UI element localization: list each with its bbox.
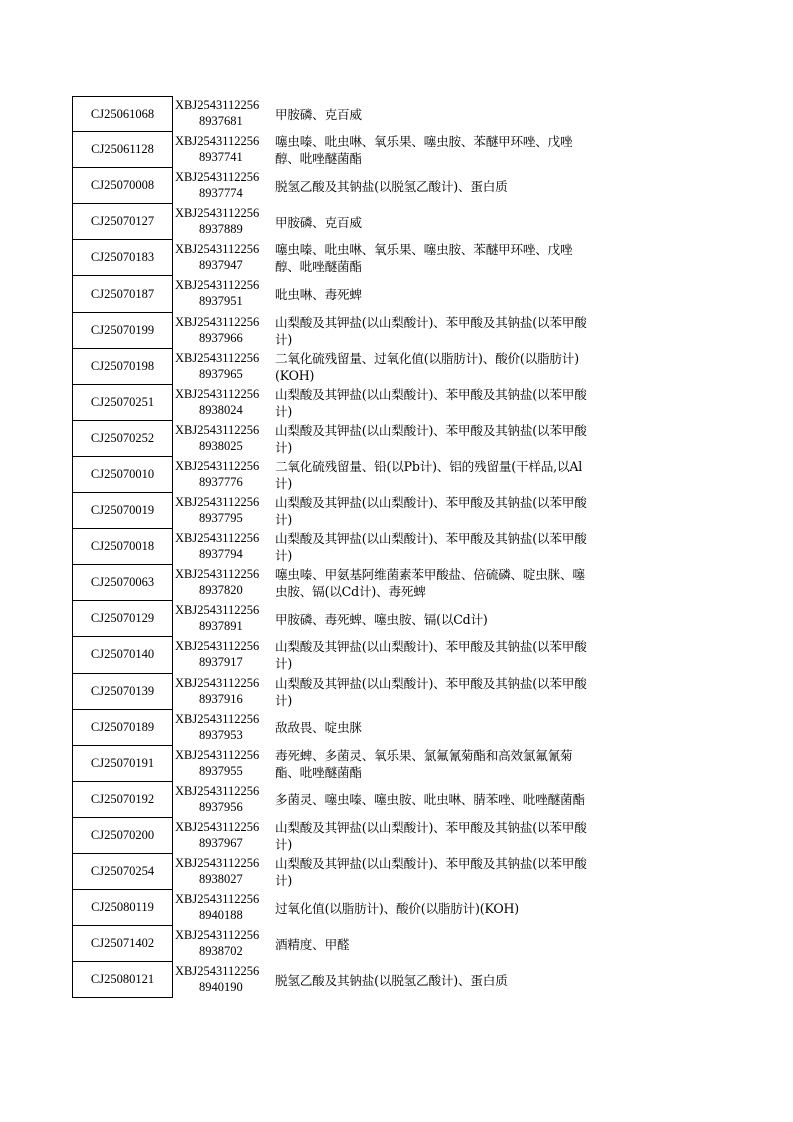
report-number-prefix: XBJ2543112256: [175, 639, 260, 654]
report-number-cell: [173, 818, 273, 854]
table-row: [72, 385, 602, 421]
sample-code-cell: CJ25070010: [72, 457, 173, 493]
report-number-suffix: 8937776: [199, 474, 243, 489]
sample-code-cell: CJ25070198: [72, 349, 173, 385]
report-number-suffix: 8937947: [199, 258, 243, 273]
table-row: [72, 637, 602, 673]
test-items-cell: [273, 962, 602, 998]
sample-code-cell: CJ25070018: [72, 529, 173, 565]
table-row: [72, 746, 602, 782]
report-number-suffix: 8937966: [199, 330, 243, 345]
report-number-prefix: XBJ2543112256: [175, 531, 260, 546]
report-number-prefix: XBJ2543112256: [175, 783, 260, 798]
report-number-prefix: XBJ2543112256: [175, 892, 260, 907]
test-items-cell: [273, 674, 602, 710]
sample-code-cell: CJ25070192: [72, 782, 173, 818]
report-number-prefix: XBJ2543112256: [175, 278, 260, 293]
report-number-suffix: 8937965: [199, 366, 243, 381]
report-number-prefix: XBJ2543112256: [175, 134, 260, 149]
report-number-cell: [173, 962, 273, 998]
test-items-text: 吡虫啉、毒死蜱: [275, 287, 362, 303]
test-items-text: 山梨酸及其钾盐(以山梨酸计)、苯甲酸及其钠盐(以苯甲酸计): [275, 422, 587, 455]
test-items-text: 多菌灵、噻虫嗪、噻虫胺、吡虫啉、腈苯唑、吡唑醚菌酯: [275, 792, 585, 808]
report-number-cell: [173, 493, 273, 529]
test-items-text: 山梨酸及其钾盐(以山梨酸计)、苯甲酸及其钠盐(以苯甲酸计): [275, 495, 587, 528]
test-items-cell: [273, 818, 602, 854]
test-items-text: 毒死蜱、多菌灵、氧乐果、氯氟氰菊酯和高效氯氟氰菊酯、吡唑醚菌酯: [275, 747, 573, 780]
report-number-suffix: 8937953: [199, 727, 243, 742]
report-number-suffix: 8937917: [199, 655, 243, 670]
test-items-text: 二氧化硫残留量、铅(以Pb计)、铝的残留量(干样品,以Al计): [275, 458, 583, 491]
test-items-text: 脱氢乙酸及其钠盐(以脱氢乙酸计)、蛋白质: [275, 178, 508, 194]
report-number-cell: [173, 710, 273, 746]
report-number-suffix: 8938702: [199, 944, 243, 959]
report-number-cell: [173, 637, 273, 673]
report-number-cell: [173, 421, 273, 457]
report-number-prefix: XBJ2543112256: [175, 964, 260, 979]
test-items-text: 山梨酸及其钾盐(以山梨酸计)、苯甲酸及其钠盐(以苯甲酸计): [275, 675, 587, 708]
report-number-suffix: 8937955: [199, 763, 243, 778]
report-number-cell: [173, 385, 273, 421]
report-number-suffix: 8937820: [199, 583, 243, 598]
test-items-cell: [273, 890, 602, 926]
report-number-suffix: 8938027: [199, 871, 243, 886]
report-number-cell: [173, 132, 273, 168]
report-number-cell: [173, 601, 273, 637]
test-items-cell: [273, 421, 602, 457]
report-number-cell: [173, 746, 273, 782]
table-row: [72, 132, 602, 168]
table-row: [72, 601, 602, 637]
test-items-text: 山梨酸及其钾盐(以山梨酸计)、苯甲酸及其钠盐(以苯甲酸计): [275, 314, 587, 347]
report-number-prefix: XBJ2543112256: [175, 242, 260, 257]
report-number-cell: [173, 168, 273, 204]
test-items-cell: [273, 457, 602, 493]
report-number-prefix: XBJ2543112256: [175, 928, 260, 943]
sample-code-cell: CJ25070129: [72, 601, 173, 637]
sample-code-cell: CJ25070191: [72, 746, 173, 782]
report-number-suffix: 8937681: [199, 114, 243, 128]
test-items-text: 甲胺磷、克百威: [275, 106, 362, 122]
table-row: [72, 349, 602, 385]
test-items-text: 甲胺磷、克百威: [275, 214, 362, 230]
test-items-text: 过氧化值(以脂肪计)、酸价(以脂肪计)(KOH): [275, 900, 519, 916]
test-items-cell: [273, 313, 602, 349]
test-items-cell: [273, 854, 602, 890]
test-items-text: 噻虫嗪、甲氨基阿维菌素苯甲酸盐、倍硫磷、啶虫脒、噻虫胺、镉(以Cd计)、毒死蜱: [275, 567, 585, 600]
test-items-text: 脱氢乙酸及其钠盐(以脱氢乙酸计)、蛋白质: [275, 972, 508, 988]
report-number-prefix: XBJ2543112256: [175, 314, 260, 329]
sample-code-cell: CJ25070139: [72, 674, 173, 710]
report-number-suffix: 8940188: [199, 908, 243, 923]
test-items-cell: [273, 204, 602, 240]
report-number-cell: [173, 313, 273, 349]
table-row: [72, 674, 602, 710]
report-number-prefix: XBJ2543112256: [175, 495, 260, 510]
table-row: [72, 565, 602, 601]
report-number-suffix: 8937794: [199, 547, 243, 562]
table-row: [72, 457, 602, 493]
report-number-prefix: XBJ2543112256: [175, 675, 260, 690]
report-number-prefix: XBJ2543112256: [175, 567, 260, 582]
report-number-cell: [173, 529, 273, 565]
table-row: [72, 421, 602, 457]
test-items-text: 山梨酸及其钾盐(以山梨酸计)、苯甲酸及其钠盐(以苯甲酸计): [275, 819, 587, 852]
sample-code-cell: CJ25070140: [72, 637, 173, 673]
table-row: [72, 493, 602, 529]
report-number-prefix: XBJ2543112256: [175, 98, 260, 112]
test-items-text: 山梨酸及其钾盐(以山梨酸计)、苯甲酸及其钠盐(以苯甲酸计): [275, 639, 587, 672]
report-number-cell: [173, 565, 273, 601]
sample-code-cell: CJ25070187: [72, 276, 173, 312]
sample-code-cell: CJ25070199: [72, 313, 173, 349]
sample-code-cell: CJ25080119: [72, 890, 173, 926]
table-row: [72, 529, 602, 565]
table-row: [72, 890, 602, 926]
sample-code-cell: CJ25070200: [72, 818, 173, 854]
sample-code-cell: CJ25070251: [72, 385, 173, 421]
table-row: [72, 240, 602, 276]
sample-code-cell: CJ25061128: [72, 132, 173, 168]
test-items-cell: [273, 746, 602, 782]
test-items-text: 甲胺磷、毒死蜱、噻虫胺、镉(以Cd计): [275, 611, 488, 627]
report-number-suffix: 8938024: [199, 402, 243, 417]
report-number-suffix: 8937795: [199, 511, 243, 526]
sample-code-cell: CJ25070189: [72, 710, 173, 746]
test-items-text: 敌敌畏、啶虫脒: [275, 720, 362, 736]
table-row: [72, 782, 602, 818]
report-number-prefix: XBJ2543112256: [175, 170, 260, 185]
report-number-cell: [173, 782, 273, 818]
test-items-cell: [273, 529, 602, 565]
report-number-cell: [173, 926, 273, 962]
report-number-cell: [173, 674, 273, 710]
report-number-cell: [173, 96, 273, 132]
report-number-prefix: XBJ2543112256: [175, 422, 260, 437]
test-items-text: 山梨酸及其钾盐(以山梨酸计)、苯甲酸及其钠盐(以苯甲酸计): [275, 531, 587, 564]
report-number-suffix: 8937956: [199, 799, 243, 814]
report-number-prefix: XBJ2543112256: [175, 350, 260, 365]
report-number-prefix: XBJ2543112256: [175, 458, 260, 473]
test-items-cell: [273, 493, 602, 529]
test-items-cell: [273, 710, 602, 746]
test-items-cell: [273, 782, 602, 818]
report-number-cell: [173, 457, 273, 493]
table-row: [72, 276, 602, 312]
sample-code-cell: CJ25061068: [72, 96, 173, 132]
sample-code-cell: CJ25070252: [72, 421, 173, 457]
test-items-text: 酒精度、甲醛: [275, 936, 350, 952]
test-items-cell: [273, 601, 602, 637]
report-number-suffix: 8938025: [199, 438, 243, 453]
table-row: [72, 962, 602, 998]
report-number-suffix: 8937741: [199, 150, 243, 165]
report-number-prefix: XBJ2543112256: [175, 711, 260, 726]
report-number-cell: [173, 890, 273, 926]
report-number-suffix: 8937951: [199, 294, 243, 309]
sample-code-cell: CJ25070254: [72, 854, 173, 890]
test-items-cell: [273, 132, 602, 168]
sample-code-cell: CJ25070063: [72, 565, 173, 601]
report-number-prefix: XBJ2543112256: [175, 855, 260, 870]
test-items-cell: [273, 385, 602, 421]
report-number-cell: [173, 204, 273, 240]
report-number-prefix: XBJ2543112256: [175, 603, 260, 618]
report-number-suffix: 8937967: [199, 835, 243, 850]
test-items-cell: [273, 926, 602, 962]
report-number-suffix: 8940190: [199, 980, 243, 995]
test-items-cell: [273, 565, 602, 601]
test-items-text: 山梨酸及其钾盐(以山梨酸计)、苯甲酸及其钠盐(以苯甲酸计): [275, 856, 587, 889]
report-number-cell: [173, 240, 273, 276]
table-row: [72, 313, 602, 349]
report-number-cell: [173, 276, 273, 312]
test-items-cell: [273, 637, 602, 673]
table-row: [72, 710, 602, 746]
report-number-suffix: 8937916: [199, 691, 243, 706]
sample-code-cell: CJ25070127: [72, 204, 173, 240]
report-number-prefix: XBJ2543112256: [175, 747, 260, 762]
sample-code-cell: CJ25080121: [72, 962, 173, 998]
report-number-cell: [173, 854, 273, 890]
test-items-cell: [273, 240, 602, 276]
table-row: [72, 818, 602, 854]
table-row: [72, 854, 602, 890]
test-items-cell: [273, 276, 602, 312]
report-number-prefix: XBJ2543112256: [175, 386, 260, 401]
table-row: [72, 168, 602, 204]
report-number-suffix: 8937774: [199, 186, 243, 201]
report-number-prefix: XBJ2543112256: [175, 819, 260, 834]
test-items-text: 噻虫嗪、吡虫啉、氧乐果、噻虫胺、苯醚甲环唑、戊唑醇、吡唑醚菌酯: [275, 242, 573, 275]
report-number-suffix: 8937891: [199, 619, 243, 634]
test-items-cell: [273, 168, 602, 204]
sample-code-cell: CJ25070183: [72, 240, 173, 276]
test-items-cell: [273, 349, 602, 385]
sample-code-cell: CJ25071402: [72, 926, 173, 962]
table-row: [72, 926, 602, 962]
sample-code-cell: CJ25070008: [72, 168, 173, 204]
sample-code-cell: CJ25070019: [72, 493, 173, 529]
table-row: [72, 96, 602, 132]
inspection-table: [72, 96, 602, 998]
report-number-cell: [173, 349, 273, 385]
test-items-cell: [273, 96, 602, 132]
report-number-suffix: 8937889: [199, 222, 243, 237]
table-row: [72, 204, 602, 240]
test-items-text: 山梨酸及其钾盐(以山梨酸计)、苯甲酸及其钠盐(以苯甲酸计): [275, 386, 587, 419]
report-number-prefix: XBJ2543112256: [175, 206, 260, 221]
test-items-text: 噻虫嗪、吡虫啉、氧乐果、噻虫胺、苯醚甲环唑、戊唑醇、吡唑醚菌酯: [275, 134, 573, 167]
test-items-text: 二氧化硫残留量、过氧化值(以脂肪计)、酸价(以脂肪计)(KOH): [275, 350, 579, 383]
